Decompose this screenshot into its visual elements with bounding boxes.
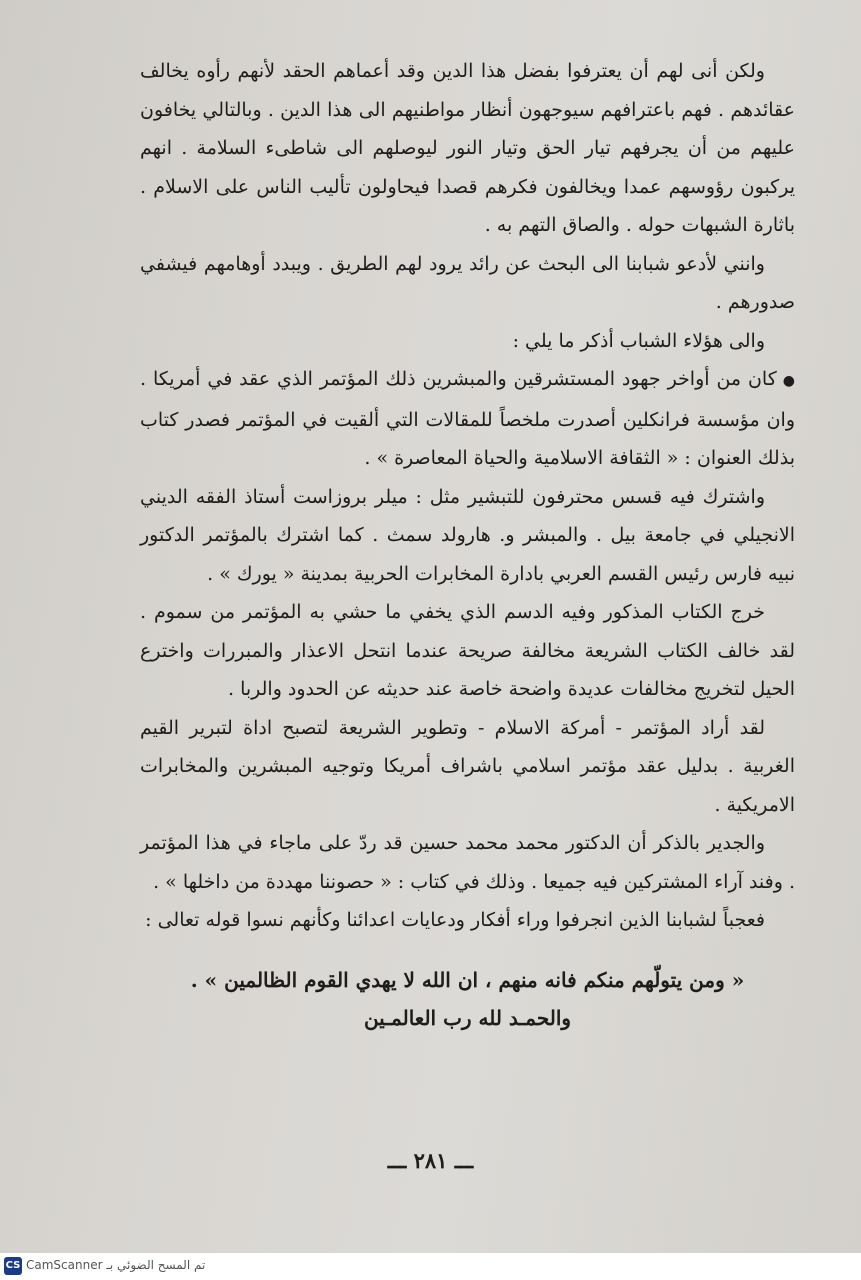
paragraph-8: فعجباً لشبابنا الذين انجرفوا وراء أفكار ودعايات اعدائنا وكأنهم نسوا قوله تعالى :: [145, 909, 765, 931]
paragraph-3: والى هؤلاء الشباب أذكر ما يلي :: [512, 329, 765, 352]
closing-line: والحمـد لله رب العالمـين: [363, 1005, 572, 1030]
paragraph-6: لقد أراد المؤتمر - أمركة الاسلام - وتطوير الشريعة لتصبح اداة لتبرير القيم الغربية . بدليل عقد مؤتمر اسلامي باشراف أمريكا وتوجيه المبشرين والمخابرات الامريكية .: [140, 716, 795, 816]
paragraph-7: والجدير بالذكر أن الدكتور محمد محمد حسين قد ردّ على ماجاء في هذا المؤتمر . وفند آراء المشتركين فيه جميعا . وذلك في كتاب : « حصوننا مهددة من داخلها » .: [140, 832, 795, 893]
quran-quote: « ومن يتولّهم منكم فانه منهم ، ان الله لا يهدي القوم الظالمين » .: [190, 967, 745, 992]
body-text: [140, 52, 795, 1036]
paragraph-1: ولكن أنى لهم أن يعترفوا بفضل هذا الدين وقد أعماهم الحقد لأنهم رأوه يخالف عقائدهم . فهم باعترافهم سيوجهون أنظار مواطنيهم الى هذا الدين . وبالتالي يخافون عليهم من أن يجرفهم تيار الحق وتيار النور ليوصلهم الى شاطىء السلامة . انهم يركبون رؤوسهم عمدا ويخالفون فكرهم قصدا فيحاولون تأليب الناس على الاسلام . باثارة الشبهات حوله . والصاق التهم به .: [140, 60, 795, 236]
bullet-icon: ●: [782, 373, 795, 389]
paragraph-2: وانني لأدعو شبابنا الى البحث عن رائد يرود لهم الطريق . ويبدد أوهامهم فيشفي صدورهم .: [140, 252, 795, 313]
camscanner-footer: [0, 1253, 861, 1280]
paragraph-5: خرج الكتاب المذكور وفيه الدسم الذي يخفي ما حشي به المؤتمر من سموم . لقد خالف الكتاب الشريعة مخالفة صريحة عندما انتحل الاعذار والمبررات واخترع الحيل لتخريج مخالفات عديدة واضحة خاصة عند حديثه عن الحدود والربا .: [140, 601, 795, 700]
page-number: ـــ ٢٨١ ـــ: [387, 1148, 474, 1173]
bullet-paragraph: [140, 360, 795, 478]
camscanner-caption: تم المسح الضوئي بـ CamScanner: [26, 1258, 206, 1272]
camscanner-logo-icon: CS: [4, 1257, 22, 1275]
bullet-text: كان من أواخر جهود المستشرقين والمبشرين ذلك المؤتمر الذي عقد في أمريكا . وان مؤسسة فرانكلين أصدرت ملخصاً للمقالات التي ألقيت في المؤتمر فصدر كتاب بذلك العنوان : « الثقافة الاسلامية والحياة المعاصرة » .: [140, 368, 795, 469]
paragraph-4: واشترك فيه قسس محترفون للتبشير مثل : ميلر بروزاست أستاذ الفقه الديني الانجيلي في جامعة بيل . والمبشر و. هارولد سمث . كما اشترك بالمؤتمر الدكتور نبيه فارس رئيس القسم العربي بادارة المخابرات الحربية بمدينة « يورك » .: [140, 485, 795, 585]
